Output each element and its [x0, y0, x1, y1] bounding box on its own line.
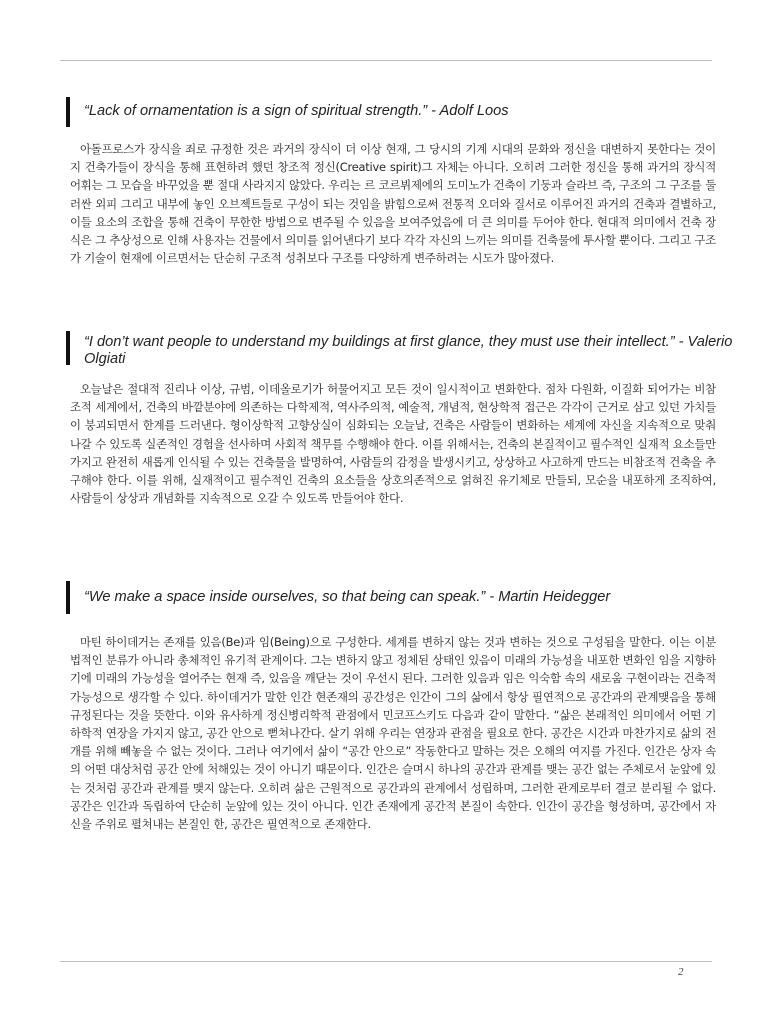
- page-number: 2: [678, 966, 684, 978]
- body-paragraph: 마틴 하이데거는 존재를 있음(Be)과 임(Being)으로 구성한다. 세계를 변하지 않는 것과 변하는 것으로 구성됨을 말한다. 이는 이분법적인 분류가 아니라 총체적인 유기적 관계이다. 그는 변하지 않고 정체된 상태인 있음이 미래의 가능성을 내포한 변화인 임을 지향하기에 미래의 가능성을 열어주는 현재 즉, 있음을 깨닫는 것이 우선시 된다. 그러한 있음과 임은 익숙함 속의 새로움 구현이라는 건축적 가능성으로 생각할 수 있다. 하이데거가 말한 인간 현존재의 공간성은 인간이 그의 삶에서 항상 필연적으로 공간과의 관계맺음을 통해 규정된다는 것을 뜻한다. 이와 유사하게 정신병리학적 관점에서 민코프스키도 다음과 같이 말한다. “삶은 본래적인 의미에서 어떤 기하학적 연장을 가지지 않고, 공간 안으로 뻗쳐나간다. 살기 위해 우리는 연장과 관점을 필요로 한다. 공간은 시간과 마찬가지로 삶의 전개를 위해 빼놓을 수 없는 것이다. 그러나 여기에서 삶이 “공간 안으로” 작동한다고 말하는 것은 오해의 여지를 가진다. 인간은 상자 속의 어떤 대상처럼 공간 안에 처해있는 것이 아니기 때문이다. 인간은 슬며시 하나의 공간과 관계를 맺는 공간 없는 주체로서 눈앞에 있는 것처럼 공간과 관계를 맺지 않는다. 오히려 삶은 근원적으로 공간과의 관계에서 성립하며, 그러한 관계로부터 결코 분리될 수 없다. 공간은 인간과 독립하여 단순히 눈앞에 있는 것이 아니다. 인간 존재에게 공간적 본질이 속한다. 인간이 공간을 형성하며, 공간에서 자신을 주위로 펼쳐내는 본질인 한, 공간은 필연적으로 존재한다.: [70, 635, 716, 832]
- quote-valerio-olgiati: [84, 334, 744, 368]
- quote-martin-heidegger: [84, 589, 744, 606]
- body-paragraph: 오늘날은 절대적 진리나 이상, 규범, 이데올로기가 허물어지고 모든 것이 일시적이고 변화한다. 점차 다원화, 이질화 되어가는 비참조적 세계에서, 건축의 바깥분야에 의존하는 다학제적, 역사주의적, 예술적, 개념적, 현상학적 접근은 각각이 근거로 삼고 있던 가치들이 붕괴되면서 한계를 드러낸다. 형이상학적 고향상실이 심화되는 오늘날, 건축은 사람들이 변화하는 세계에 자신을 지속적으로 맞춰나갈 수 있도록 실존적인 경험을 선사하며 사회적 책무를 수행해야 한다. 이를 위해서는, 건축의 본질적이고 필수적인 실재적 요소들만 가지고 완전히 새롭게 인식될 수 있는 건축물을 발명하여, 사람들의 감정을 발생시키고, 상상하고 사고하게 만드는 비참조적 건축을 추구해야 한다. 이를 위해, 실재적이고 필수적인 건축의 요소들을 상호의존적으로 얽혀진 유기체로 만들되, 모순을 내포하게 조직하여, 사람들이 상상과 개념화를 지속적으로 오갈 수 있도록 만들어야 한다.: [70, 382, 716, 506]
- top-divider: [60, 60, 712, 61]
- body-paragraph: 아돌프로스가 장식을 죄로 규정한 것은 과거의 장식이 더 이상 현재, 그 당시의 기계 시대의 문화와 정신을 대변하지 못한다는 것이지 건축가들이 장식을 통해 표현하려 했던 창조적 정신(Creative spirit)그 자체는 아니다. 오히려 그러한 정신을 통해 과거의 장식적 어휘는 그 모습을 바꾸었을 뿐 절대 사라지지 않았다. 우리는 르 코르뷔제에의 도미노가 건축이 기둥과 슬라브 즉, 구조의 그 구조를 둘러싼 외피 그리고 내부에 놓인 오브젝트들로 구성이 되는 것임을 밝힘으로써 전통적 오더와 질서로 이루어진 과거의 건축과 결별하고, 이들 요소의 조합을 통해 건축이 무한한 방법으로 변주될 수 있음을 보여주었음에 더 큰 의미를 두어야 한다. 현대적 의미에서 건축 장식은 그 추상성으로 인해 사용자는 건물에서 의미를 읽어낸다기 보다 각각 자신의 느끼는 의미를 건축물에 투사할 뿐이다. 그리고 구조가 기술이 현재에 이르면서는 단순히 구조적 성취보다 구조를 다양하게 변주하려는 시도가 많아졌다.: [70, 142, 716, 266]
- quote-bar: [66, 97, 70, 127]
- quote-text: “We make a space inside ourselves, so that being can speak.” - Martin Heidegger: [84, 589, 611, 605]
- quote-bar: [66, 331, 70, 365]
- quote-adolf-loos: [84, 103, 744, 120]
- quote-text: “I don’t want people to understand my buildings at first glance, they must use their intellect.” - Valerio Olgiati: [84, 334, 733, 367]
- bottom-divider: [60, 961, 712, 962]
- quote-bar: [66, 581, 70, 614]
- quote-text: “Lack of ornamentation is a sign of spiritual strength.” - Adolf Loos: [84, 103, 509, 119]
